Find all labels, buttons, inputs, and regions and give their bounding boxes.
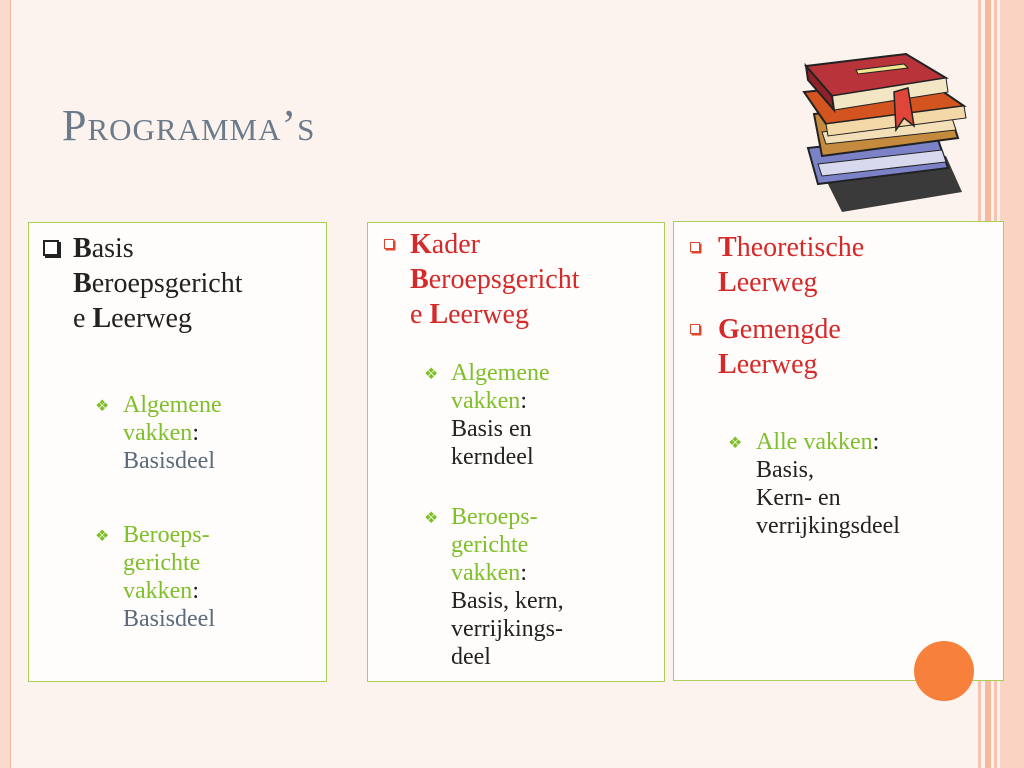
list-item: ❖ Algemene vakken: Basisdeel [95, 392, 222, 474]
list-item: ❖ Beroeps- gerichte vakken: Basisdeel [95, 522, 215, 632]
heading-basis-beroepsgerichte-leerweg: Basis Beroepsgericht e Leerweg [29, 231, 326, 336]
checkbox-bullet-icon [690, 242, 700, 252]
diamond-bullet-icon: ❖ [424, 366, 439, 383]
diamond-bullet-icon: ❖ [728, 435, 743, 452]
checkbox-bullet-icon [43, 240, 59, 256]
diamond-bullet-icon: ❖ [95, 398, 110, 415]
heading-kader-beroepsgerichte-leerweg: Kader Beroepsgericht e Leerweg [368, 227, 664, 332]
decorative-orange-circle [914, 641, 974, 701]
diamond-bullet-icon: ❖ [95, 528, 110, 545]
column-theoretische-gemengde-leerweg [673, 221, 1004, 681]
checkbox-bullet-icon [384, 239, 394, 249]
column-kader-beroepsgerichte-leerweg [367, 222, 665, 682]
checkbox-bullet-icon [690, 324, 700, 334]
heading-theoretische-leerweg: Theoretische Leerweg [674, 230, 1003, 300]
diamond-bullet-icon: ❖ [424, 510, 439, 527]
column-basis-beroepsgerichte-leerweg [28, 222, 327, 682]
heading-gemengde-leerweg: Gemengde Leerweg [674, 312, 1003, 382]
books-clipart [796, 52, 982, 212]
list-item: ❖ Alle vakken: Basis, Kern- en verrijkingsdeel [728, 429, 900, 539]
slide-title: Programma’s [62, 101, 316, 150]
left-border-strip [0, 0, 10, 768]
list-item: ❖ Algemene vakken: Basis en kerndeel [424, 360, 550, 470]
list-item: ❖ Beroeps- gerichte vakken: Basis, kern, verrijkings- deel [424, 504, 564, 670]
